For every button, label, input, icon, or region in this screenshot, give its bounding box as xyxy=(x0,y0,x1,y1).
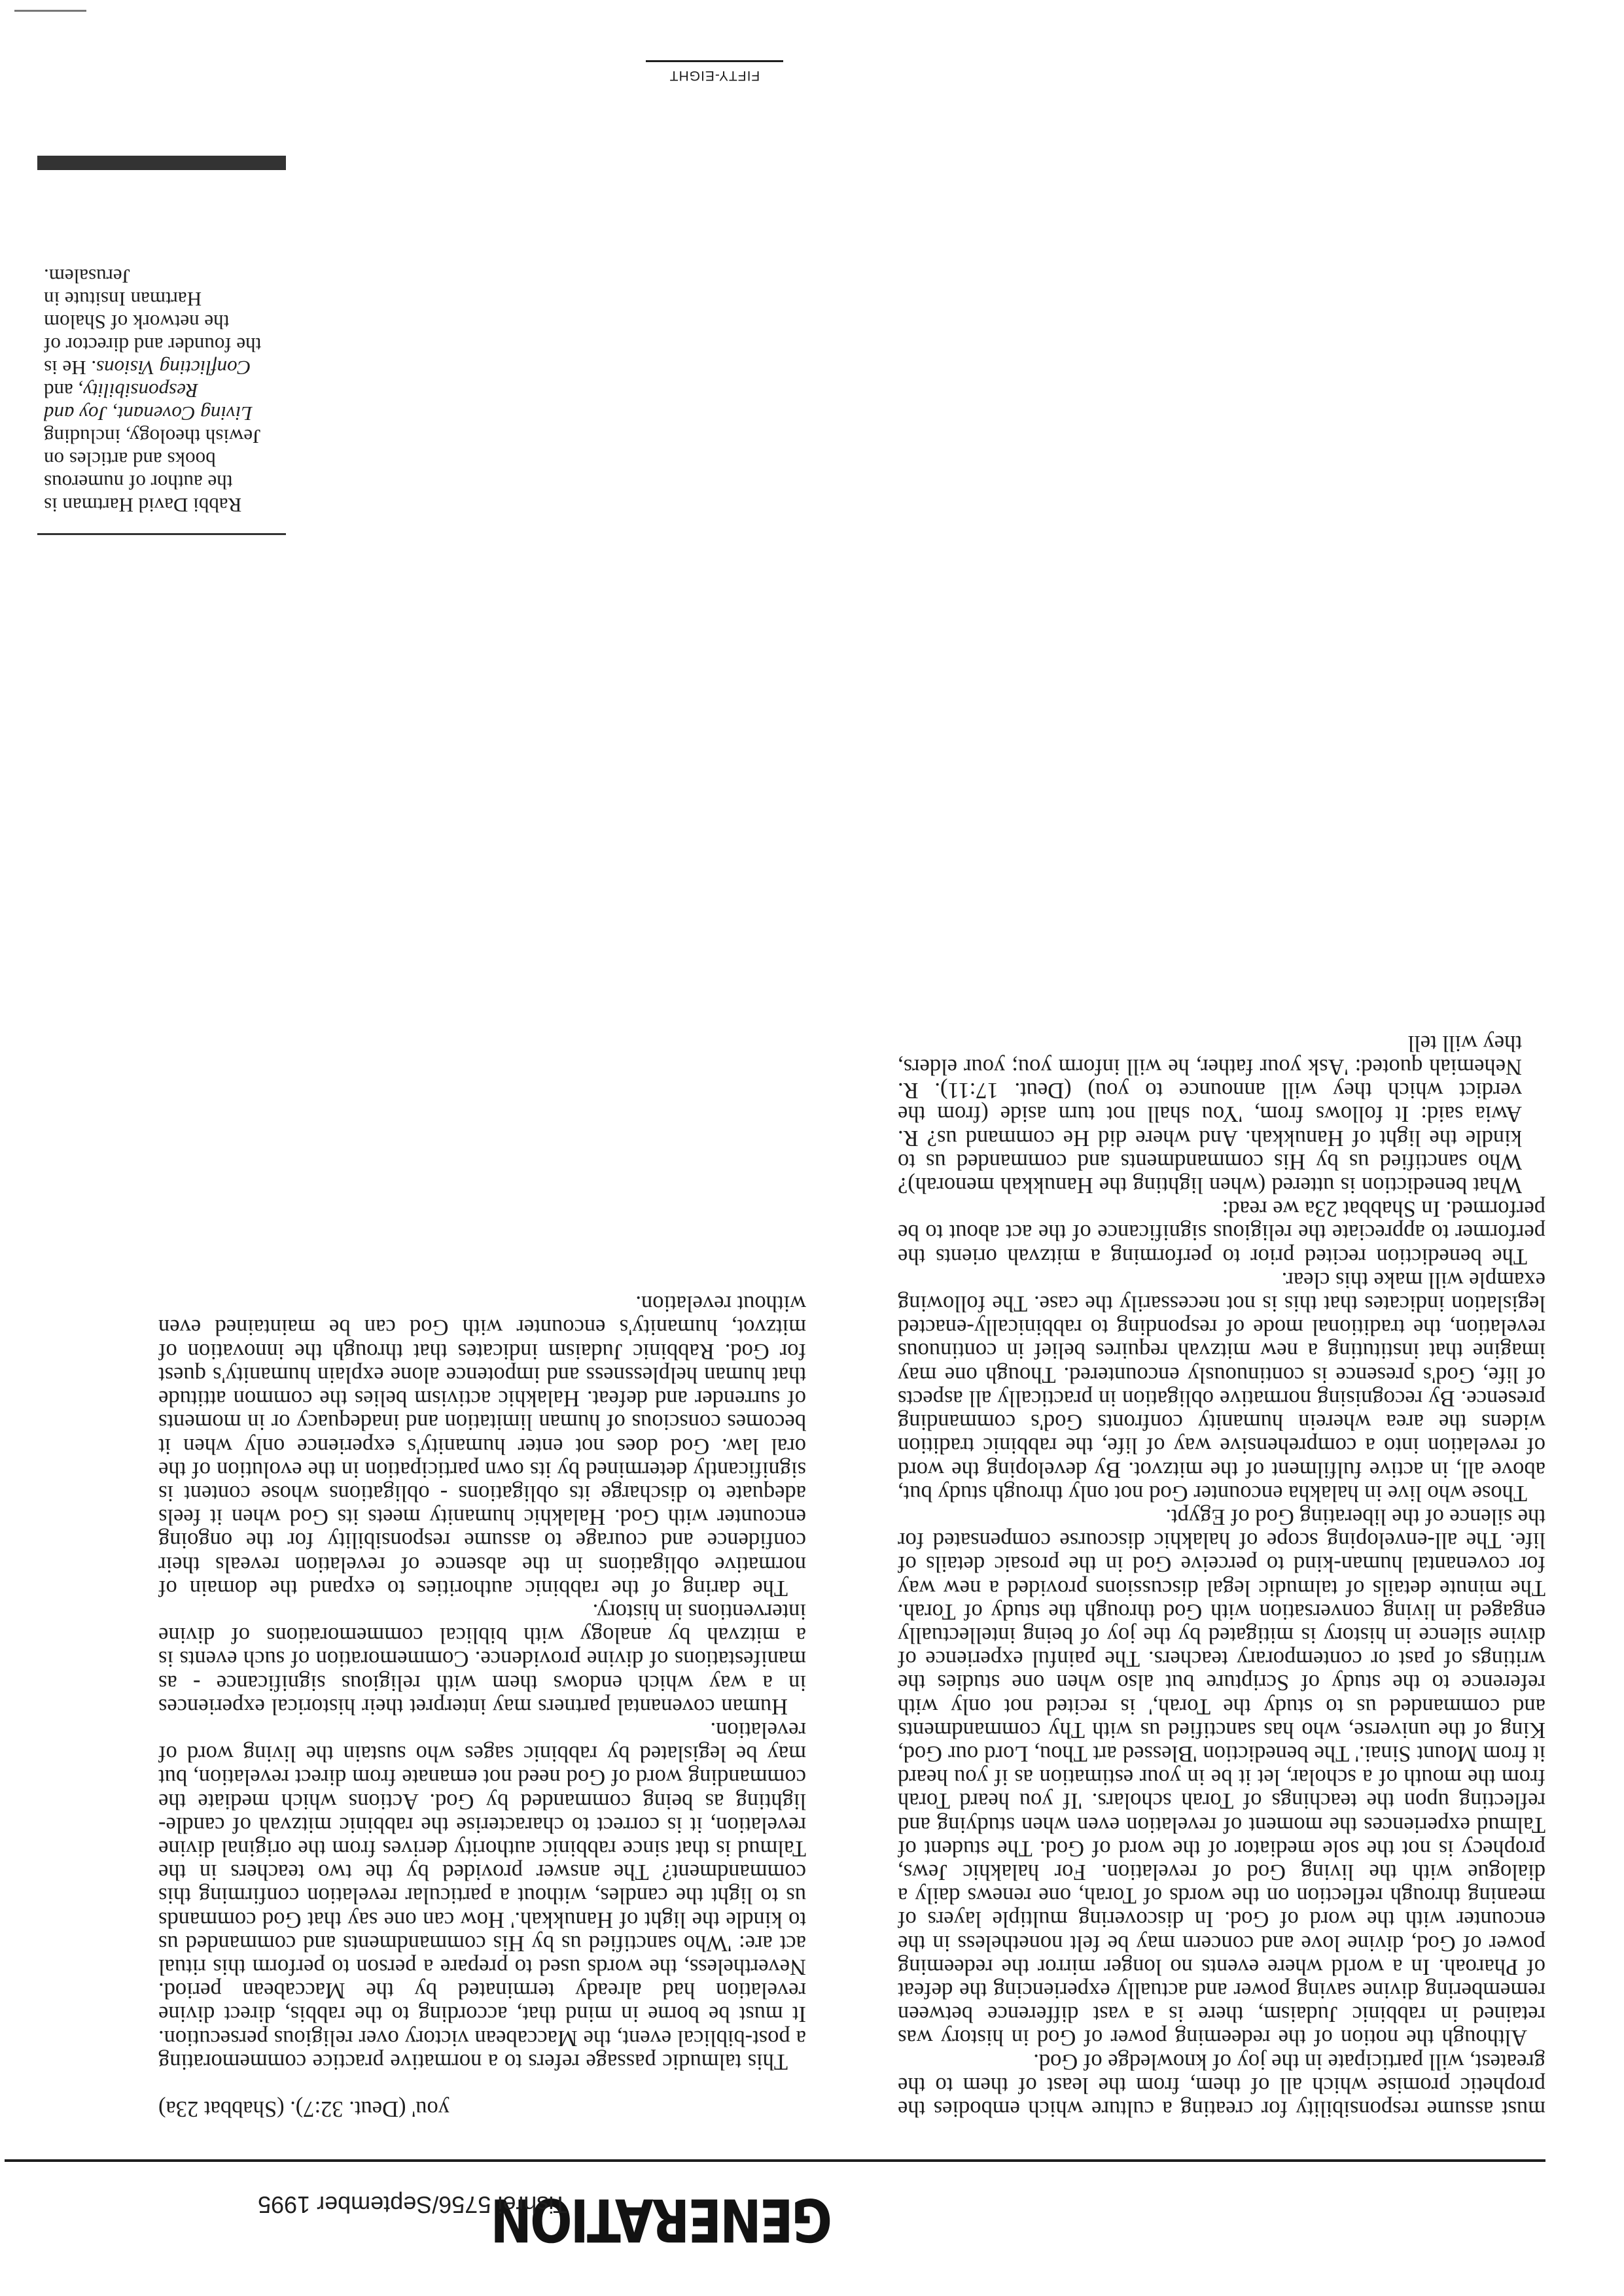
paragraph: must assume responsibility for creating a culture which embodies the prophetic promise which all of them, from the least of them to the greatest, will participate in the joy of knowledge of God. xyxy=(898,2049,1545,2121)
bio-separator: , xyxy=(107,402,118,425)
author-bio xyxy=(44,209,266,517)
bio-tail: . He is the founder and director of the network of Shalom Hartman Insitute in Jerusalem. xyxy=(44,265,262,379)
book-title: Living Covenant xyxy=(117,402,253,425)
book-title: Joy and Responsibility xyxy=(44,379,198,425)
text-column-left xyxy=(898,211,1545,2121)
sidebar-bar xyxy=(37,156,286,170)
bio-lead: Rabbi David Hartman is the author of numerous books and articles on Jewish theology, including xyxy=(44,425,261,517)
paragraph: Those who live in halakha encounter God not only through study but, above all, in active fulfilment of the mitzvot. By developing the word of revelation into a comprehensive way of life, the rabbinic tradition widens the area wherein humanity confronts God's commanding presence. By recognising normative obligation in practically all aspects of life, God's presence is continuously encountered. Though one may imagine that instituting a new mitzvah requires belief in continuous revelation, the traditional mode of responding to rabbinically-enacted legislation indicates that this is not necessarily the case. The following example will make this clear. xyxy=(898,1267,1545,1506)
sidebar-rule xyxy=(37,533,286,535)
bio-separator: , and xyxy=(44,379,84,402)
paragraph: Human covenantal partners may interpret their historical experiences in a way which endows them with religious significance - as manifestations of divine providence. Commemoration of such events is a mitzvah by analogy with biblical commemorations of divine interventions in history. xyxy=(158,1599,806,1719)
block-quote-citation: you' (Deut. 32:7). (Shabbat 23a) xyxy=(158,2096,450,2121)
masthead-rule xyxy=(5,2159,1545,2162)
page-number: FIFTY-EIGHT xyxy=(669,68,760,83)
paragraph: The benediction recited prior to performing a mitzvah orients the performer to appreciate the religious significance of the act about to be performed. In Shabbat 23a we read: xyxy=(898,1196,1545,1269)
issue-date: Tishrei 5756/September 1995 xyxy=(258,2191,567,2218)
paragraph: Although the notion of the redeeming power of God in history was retained in rabbinic Judaism, there is a vast difference between remembering divine saving power and actually experiencing the defeat of Pharoah. In a world where events no longer mirror the redeeming power of God, divine love and concern may be felt nonetheless in the encounter with the word of God. In discovering multiple layers of meaning through reflection on the words of Torah, one renews daily a dialogue with the living God of revelation. For halakhic Jews, prophecy is not the sole mediator of the word of God. The student of Talmud experiences the moment of revelation even when studying and reflecting upon the teachings of Torah scholars. 'If you heard Torah from the mouth of a scholar, let it be in your estimation as if you heard it from Mount Sinai.' The benediction 'Blessed art Thou, Lord our God, King of the universe, who has sanctified us with Thy commandments and commanded us to study the Torah,' is recited not only with reference to the study of Scripture but also when one studies the writings of past or contemporary teachers. The painful experience of divine silence in history is mitigated by the joy of being intellectually engaged in living conversation with God through the study of Torah. The minute details of talmudic legal discussions provided a new way for covenantal human-kind to perceive God in the prosaic details of life. The all-enveloping scope of halakhic discourse compensated for the silence of the liberating God of Egypt. xyxy=(898,1504,1545,2051)
page-number-rule xyxy=(646,60,783,62)
scan-edge-mark xyxy=(14,10,86,12)
book-title: Conflicting Visions xyxy=(96,357,251,379)
magazine-masthead-logo: GENERATION xyxy=(492,2185,832,2255)
block-quote: What benediction is uttered (when lighting the Hanukkah menorah)? Who sanctified us by His commandments and commanded us to kindle the light of Hanukkah. And where did He command us? R. Awia said: It follows from, 'You shall not turn aside (from the verdict which they will announce to you) (Deut. 17:11). R. Nehemiah quoted: 'Ask your father, he will inform you; your elders, they will tell xyxy=(898,1030,1522,1198)
paragraph: This talmudic passage refers to a normative practice commemorating a post-biblical event, the Maccabean victory over religious persecution. It must be borne in mind that, according to the rabbis, direct divine revelation had already terminated by the Maccabean period. Nevertheless, the words used to prepare a person to perform this ritual act are: 'Who sanctified us by His commandments and commanded us to kindle the light of Hanukkah.' How can one say that God commands us to light the candles, without a particular revelation confirming this commandment? The answer provided by the two teachers in the Talmud is that since rabbinic authority derives from the original divine revelation, it is correct to characterise the rabbinic mitzvah of candle-lighting as being commanded by God. Actions which mediate the commanding word of God need not emanate from direct revelation, but may be legislated by rabbinic sages who sustain the living word of revelation. xyxy=(158,1717,806,2074)
author-bio-text xyxy=(44,265,266,517)
paragraph: The daring of the rabbinic authorities to expand the domain of normative obligations in the absence of revelation reveals their confidence and courage to assume responsibility for the ongoing encounter with God. Halakhic humanity meets its God when it feels adequate to discharge its obligations - obligations whose content is significantly determined by its own participation in the evolution of the oral law. God does not enter humanity's experience only when it becomes conscious of human limitation and inadequacy or in moments of surrender and defeat. Halakhic activism belies the common attitude that human helplessness and impotence alone explain humanity's quest for God. Rabbinic Judaism indicates that through the innovation of mitzvot, humanity's encounter with God can be maintained even without revelation. xyxy=(158,1291,806,1601)
